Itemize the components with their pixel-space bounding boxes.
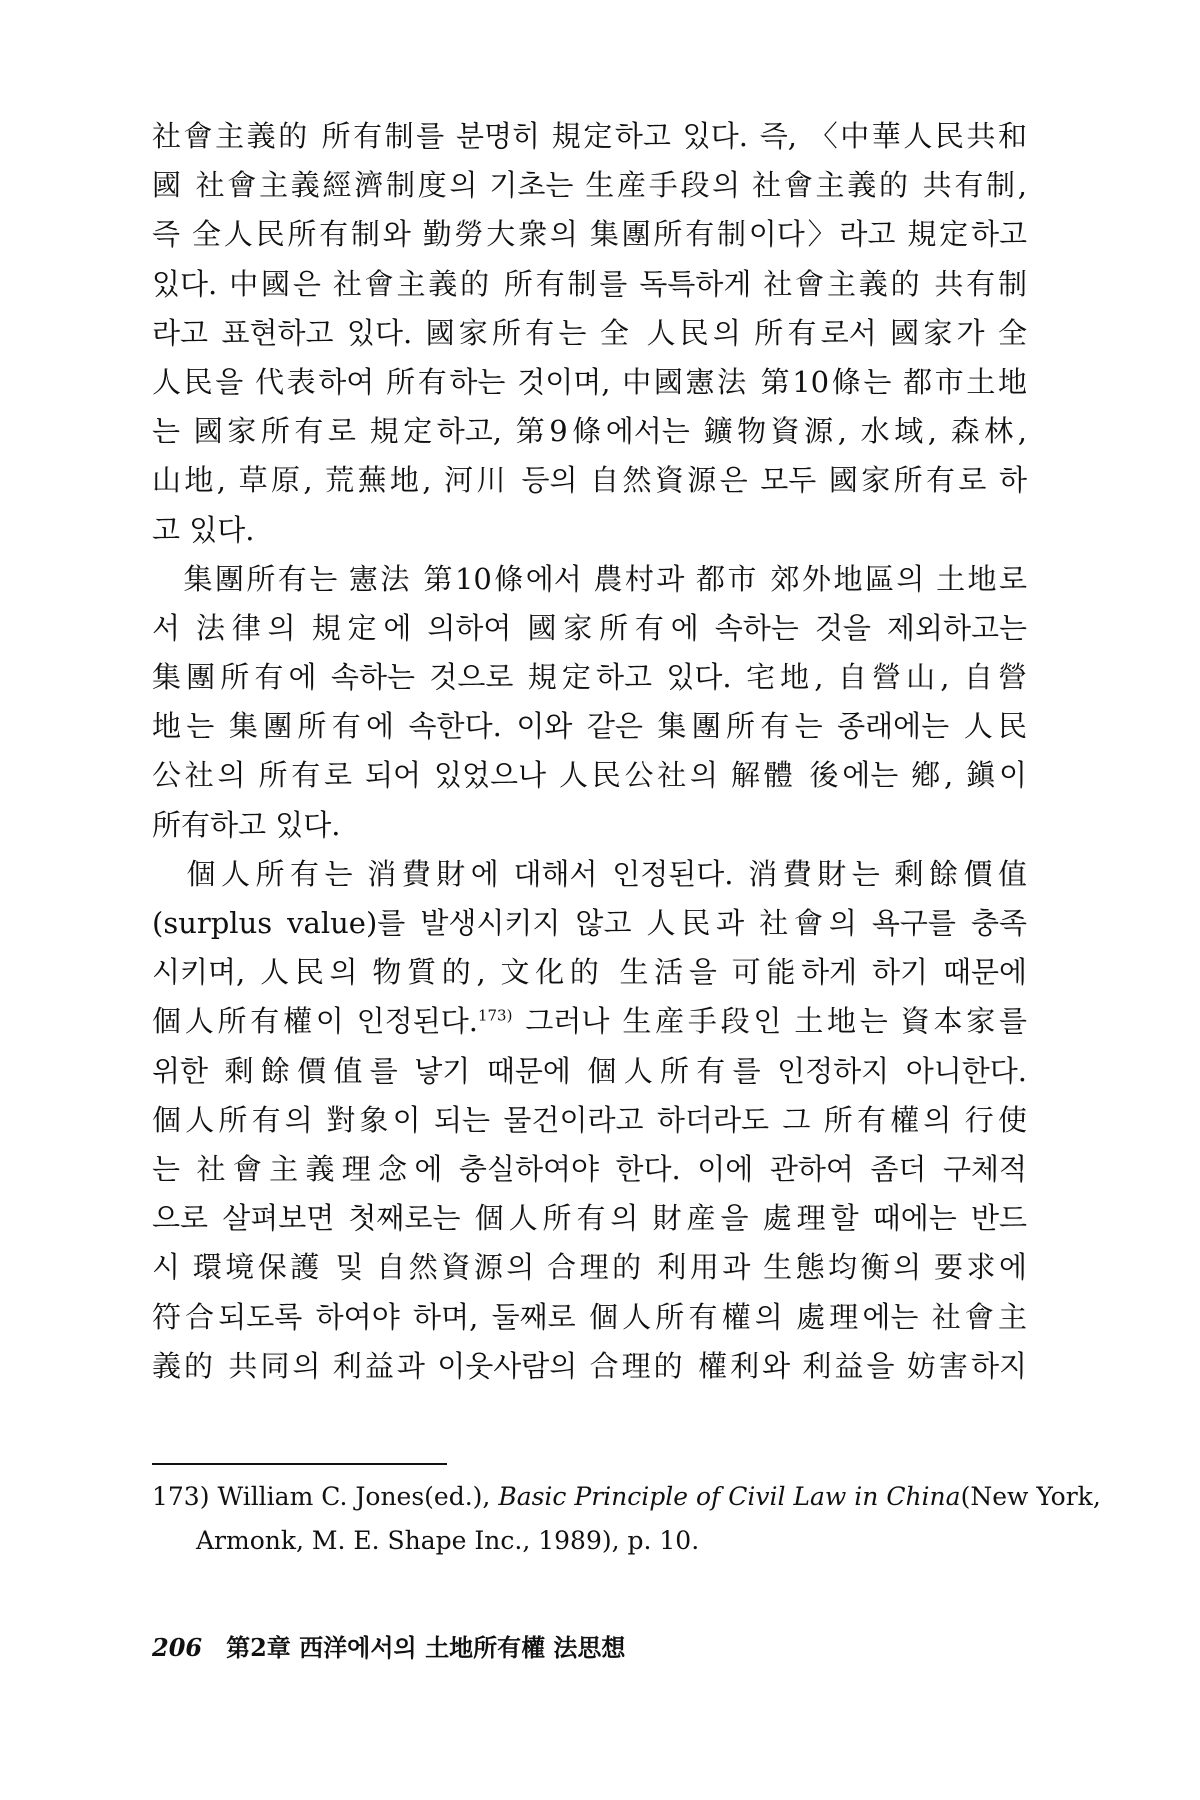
text-line: 義的 共同의 利益과 이웃사람의 合理的 權利와 利益을 妨害하지 [152, 1348, 1027, 1383]
footnote-number: 173) [152, 1482, 210, 1511]
text-line: 시키며, 人民의 物質的, 文化的 生活을 可能하게 하기 때문에 [152, 955, 1027, 990]
paragraph-end-line: 고 있다. [152, 512, 255, 547]
text-line: 人民을 代表하여 所有하는 것이며, 中國憲法 第10條는 都市土地 [152, 364, 1027, 399]
running-footer [152, 1628, 625, 1663]
footnote-line [152, 1475, 1101, 1519]
chapter-title: 第2章 西洋에서의 土地所有權 法思想 [226, 1633, 626, 1662]
footnote-publisher: (New York, [960, 1482, 1101, 1511]
footnote-title: Basic Principle of Civil Law in China [498, 1482, 961, 1511]
text-line: 라고 표현하고 있다. 國家所有는 全 人民의 所有로서 國家가 全 [152, 315, 1027, 350]
text-line: 있다. 中國은 社會主義的 所有制를 독특하게 社會主義的 共有制 [152, 266, 1027, 301]
text-line: 社會主義的 所有制를 분명히 規定하고 있다. 즉, 〈中華人民共和 [152, 119, 1027, 153]
text-line: 地는 集團所有에 속한다. 이와 같은 集團所有는 종래에는 人民 [152, 709, 1027, 744]
text-line: 山地, 草原, 荒蕪地, 河川 등의 自然資源은 모두 國家所有로 하 [152, 463, 1027, 498]
paragraph-end-line: 所有하고 있다. [152, 807, 341, 842]
text-line: 는 國家所有로 規定하고, 第9條에서는 鑛物資源, 水域, 森林, [152, 414, 1027, 449]
text-line: 個人所有의 對象이 되는 물건이라고 하더라도 그 所有權의 行使 [152, 1102, 1027, 1137]
text-line: 위한 剩餘價值를 낳기 때문에 個人所有를 인정하지 아니한다. [152, 1053, 1027, 1088]
text-line: 符合되도록 하여야 하며, 둘째로 個人所有權의 處理에는 社會主 [152, 1299, 1027, 1334]
footnote-reference: 173) [477, 1006, 513, 1025]
text-line: 는 社會主義理念에 충실하여야 한다. 이에 관하여 좀더 구체적 [152, 1151, 1027, 1186]
text-line: 서 法律의 規定에 의하여 國家所有에 속하는 것을 제외하고는 [152, 610, 1027, 645]
text-line: (surplus value)를 발생시키지 않고 人民과 社會의 욕구를 충족 [152, 906, 1027, 940]
text-line: 國 社會主義經濟制度의 기초는 生産手段의 社會主義的 共有制, [152, 168, 1027, 203]
footnote [152, 1475, 1101, 1563]
text-segment: 個人所有權이 인정된다. [152, 1004, 478, 1039]
text-line-with-footnote-ref [152, 997, 1027, 1046]
page-number: 206 [152, 1633, 203, 1662]
text-line: 시 環境保護 및 自然資源의 合理的 利用과 生態均衡의 要求에 [152, 1250, 1027, 1285]
footnote-line: Armonk, M. E. Shape Inc., 1989), p. 10. [196, 1526, 700, 1555]
text-segment: 그러나 生産手段인 土地는 資本家를 [512, 1004, 1027, 1039]
footnote-divider [152, 1463, 447, 1465]
footnote-author: William C. Jones(ed.), [217, 1482, 491, 1511]
text-line: 集團所有에 속하는 것으로 規定하고 있다. 宅地, 自營山, 自營 [152, 660, 1027, 695]
text-line: 集團所有는 憲法 第10條에서 農村과 都市 郊外地區의 土地로 [152, 561, 1027, 596]
text-line: 個人所有는 消費財에 대해서 인정된다. 消費財는 剩餘價值 [152, 856, 1027, 891]
text-line: 公社의 所有로 되어 있었으나 人民公社의 解體 後에는 鄕, 鎭이 [152, 758, 1027, 793]
text-line: 으로 살펴보면 첫째로는 個人所有의 財産을 處理할 때에는 반드 [152, 1201, 1027, 1236]
body-text [152, 112, 1027, 1391]
text-line: 즉 全人民所有制와 勤勞大衆의 集團所有制이다〉라고 規定하고 [152, 217, 1027, 252]
